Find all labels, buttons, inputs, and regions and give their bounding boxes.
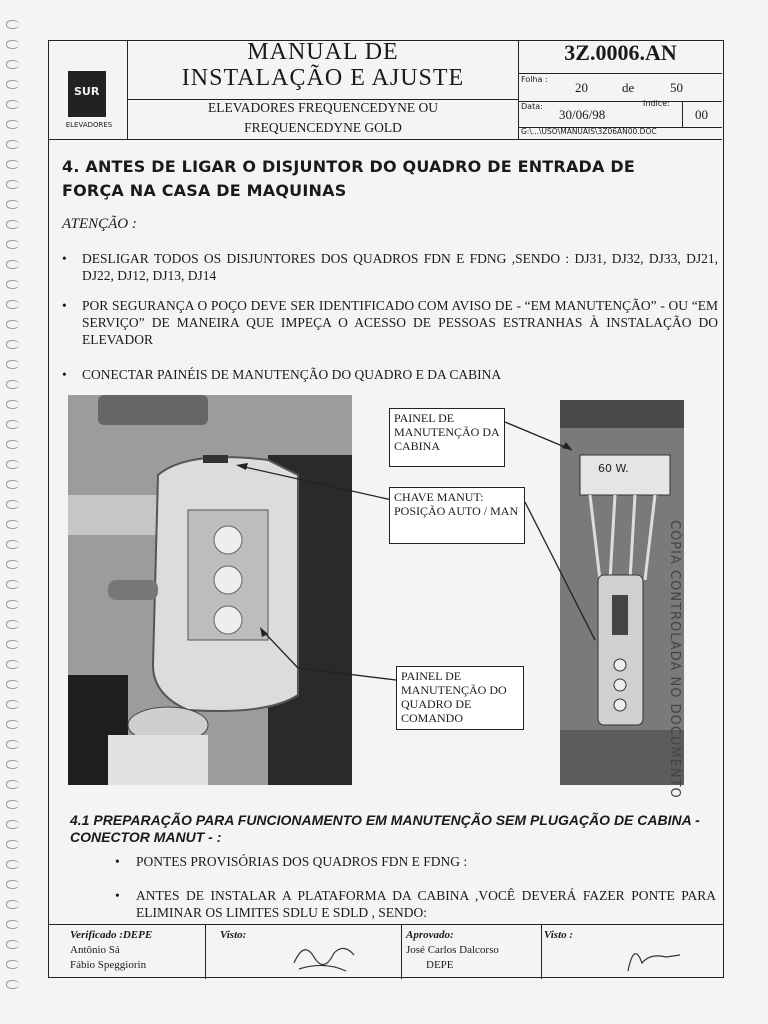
bullet-icon: •: [62, 251, 67, 266]
bullet-icon: •: [62, 367, 67, 382]
binder-hole: [6, 200, 19, 209]
binder-hole: [6, 320, 19, 329]
binder-hole: [6, 800, 19, 809]
signature-1: [284, 935, 374, 975]
binder-hole: [6, 880, 19, 889]
folha-total: 50: [670, 80, 683, 95]
attention-label: ATENÇÃO :: [62, 216, 137, 232]
binder-hole: [6, 260, 19, 269]
photo-cabin-panel: [560, 400, 684, 785]
callout-cabin-panel: PAINEL DE MANUTENÇÃO DA CABINA: [389, 408, 505, 467]
binder-hole: [6, 720, 19, 729]
callout-command-panel: PAINEL DE MANUTENÇÃO DO QUADRO DE COMANDO: [396, 666, 524, 730]
binder-hole: [6, 580, 19, 589]
indice-value: 00: [695, 107, 708, 122]
binder-hole: [6, 600, 19, 609]
binder-hole: [6, 700, 19, 709]
verified-label: Verificado :DEPE: [70, 929, 153, 941]
binder-hole: [6, 640, 19, 649]
photo-panel-drawing: [68, 395, 352, 785]
photo-maintenance-panel: [68, 395, 352, 785]
visto-label-1: Visto:: [220, 929, 247, 941]
binder-hole: [6, 960, 19, 969]
folha-number: 20: [575, 80, 588, 95]
data-label: Data:: [521, 102, 543, 111]
binder-hole: [6, 620, 19, 629]
indice-label: Indice:: [643, 99, 670, 108]
title-cell: [128, 41, 519, 139]
verified-name-1: Antônio Sá: [70, 944, 120, 956]
controlled-copy-stamp: CÓPIA CONTROLADA NO DOCUMENTO: [667, 520, 682, 799]
binder-hole: [6, 280, 19, 289]
list-item-text: DESLIGAR TODOS OS DISJUNTORES DOS QUADROS FDN E FDNG ,SENDO : DJ31, DJ32, DJ33, DJ21, DJ22, DJ12, DJ13, DJ14: [82, 251, 718, 283]
binder-hole: [6, 420, 19, 429]
binder-hole: [6, 400, 19, 409]
verified-cell: [48, 925, 206, 979]
binder-hole: [6, 60, 19, 69]
binder-hole: [6, 460, 19, 469]
binder-hole: [6, 520, 19, 529]
divider: [519, 101, 722, 102]
binder-hole: [6, 120, 19, 129]
document-title-line1: MANUAL DE: [247, 39, 399, 65]
binder-hole: [6, 180, 19, 189]
signature-table: [48, 924, 724, 979]
verified-name-2: Fábio Speggiorin: [70, 959, 147, 971]
binder-hole: [6, 540, 19, 549]
binder-holes: [6, 20, 22, 1010]
approved-dept: DEPE: [426, 959, 454, 971]
document-title-line2: INSTALAÇÃO E AJUSTE: [181, 65, 465, 91]
document-code: 3Z.0006.AN: [564, 40, 677, 65]
approved-name: José Carlos Dalcorso: [406, 944, 499, 956]
binder-hole: [6, 920, 19, 929]
binder-hole: [6, 660, 19, 669]
company-logo: SUR: [68, 71, 106, 117]
binder-hole: [6, 160, 19, 169]
binder-hole: [6, 560, 19, 569]
bullet-icon: •: [62, 298, 67, 313]
code-cell: [519, 41, 722, 139]
binder-hole: [6, 500, 19, 509]
lamp-label: 60 W.: [598, 462, 629, 475]
list-item: [115, 853, 120, 870]
section-heading: 4. ANTES DE LIGAR O DISJUNTOR DO QUADRO DE ENTRADA DE FORÇA NA CASA DE MAQUINAS: [62, 157, 635, 200]
visto-cell-1: [206, 925, 402, 979]
list-item-text: ANTES DE INSTALAR A PLATAFORMA DA CABINA ,VOCÊ DEVERÁ FAZER PONTE PARA ELIMINAR OS LIMITES SDLU E SDLD , SENDO:: [136, 888, 716, 920]
binder-hole: [6, 840, 19, 849]
list-item-text: POR SEGURANÇA O POÇO DEVE SER IDENTIFICADO COM AVISO DE - “EM MANUTENÇÃO” - OU “EM SERVIÇO” DE MANEIRA QUE IMPEÇA O ACESSO DE PESSOAS ESTRANHAS À INSTALAÇÃO DO ELEVADOR: [82, 298, 718, 347]
divider: [682, 101, 683, 127]
bullet-icon: •: [115, 854, 120, 869]
binder-hole: [6, 980, 19, 989]
subsection-heading: 4.1 PREPARAÇÃO PARA FUNCIONAMENTO EM MANUTENÇÃO SEM PLUGAÇÃO DE CABINA - CONECTOR MANUT - :: [70, 812, 700, 845]
folha-label: Folha :: [521, 75, 548, 84]
signature-2: [620, 935, 690, 975]
binder-hole: [6, 380, 19, 389]
binder-hole: [6, 680, 19, 689]
de-label: de: [622, 80, 635, 95]
binder-hole: [6, 820, 19, 829]
visto-label-2: Visto :: [544, 929, 574, 941]
photo-cabin-drawing: [560, 400, 684, 785]
binder-hole: [6, 220, 19, 229]
logo-cell: [49, 41, 128, 139]
document-subtitle-line2: FREQUENCEDYNE GOLD: [244, 120, 402, 135]
binder-hole: [6, 900, 19, 909]
binder-hole: [6, 440, 19, 449]
approved-label: Aprovado:: [406, 929, 454, 941]
binder-hole: [6, 40, 19, 49]
list-item: [62, 297, 717, 349]
list-item-text: PONTES PROVISÓRIAS DOS QUADROS FDN E FDNG :: [136, 854, 468, 869]
binder-hole: [6, 340, 19, 349]
list-item: [62, 366, 717, 384]
list-item: [62, 250, 717, 286]
binder-hole: [6, 240, 19, 249]
binder-hole: [6, 140, 19, 149]
binder-hole: [6, 940, 19, 949]
logo-text: ELEVADORES: [65, 121, 113, 129]
file-path: G:\...\USO\MANUAIS\3Z06AN00.DOC: [521, 127, 657, 136]
document-subtitle-line1: ELEVADORES FREQUENCEDYNE OU: [207, 100, 438, 115]
binder-hole: [6, 760, 19, 769]
binder-hole: [6, 860, 19, 869]
binder-hole: [6, 780, 19, 789]
binder-hole: [6, 80, 19, 89]
binder-hole: [6, 20, 19, 29]
binder-hole: [6, 300, 19, 309]
list-item: [115, 887, 120, 904]
binder-hole: [6, 100, 19, 109]
bullet-icon: •: [115, 888, 120, 903]
callout-maint-switch: CHAVE MANUT: POSIÇÃO AUTO / MAN: [389, 487, 525, 544]
binder-hole: [6, 740, 19, 749]
approved-cell: [402, 925, 542, 979]
list-item-text: CONECTAR PAINÉIS DE MANUTENÇÃO DO QUADRO E DA CABINA: [82, 367, 502, 382]
divider: [519, 73, 722, 74]
binder-hole: [6, 480, 19, 489]
data-value: 30/06/98: [559, 107, 606, 122]
visto-cell-2: [542, 925, 724, 979]
binder-hole: [6, 360, 19, 369]
document-header: [49, 41, 722, 140]
